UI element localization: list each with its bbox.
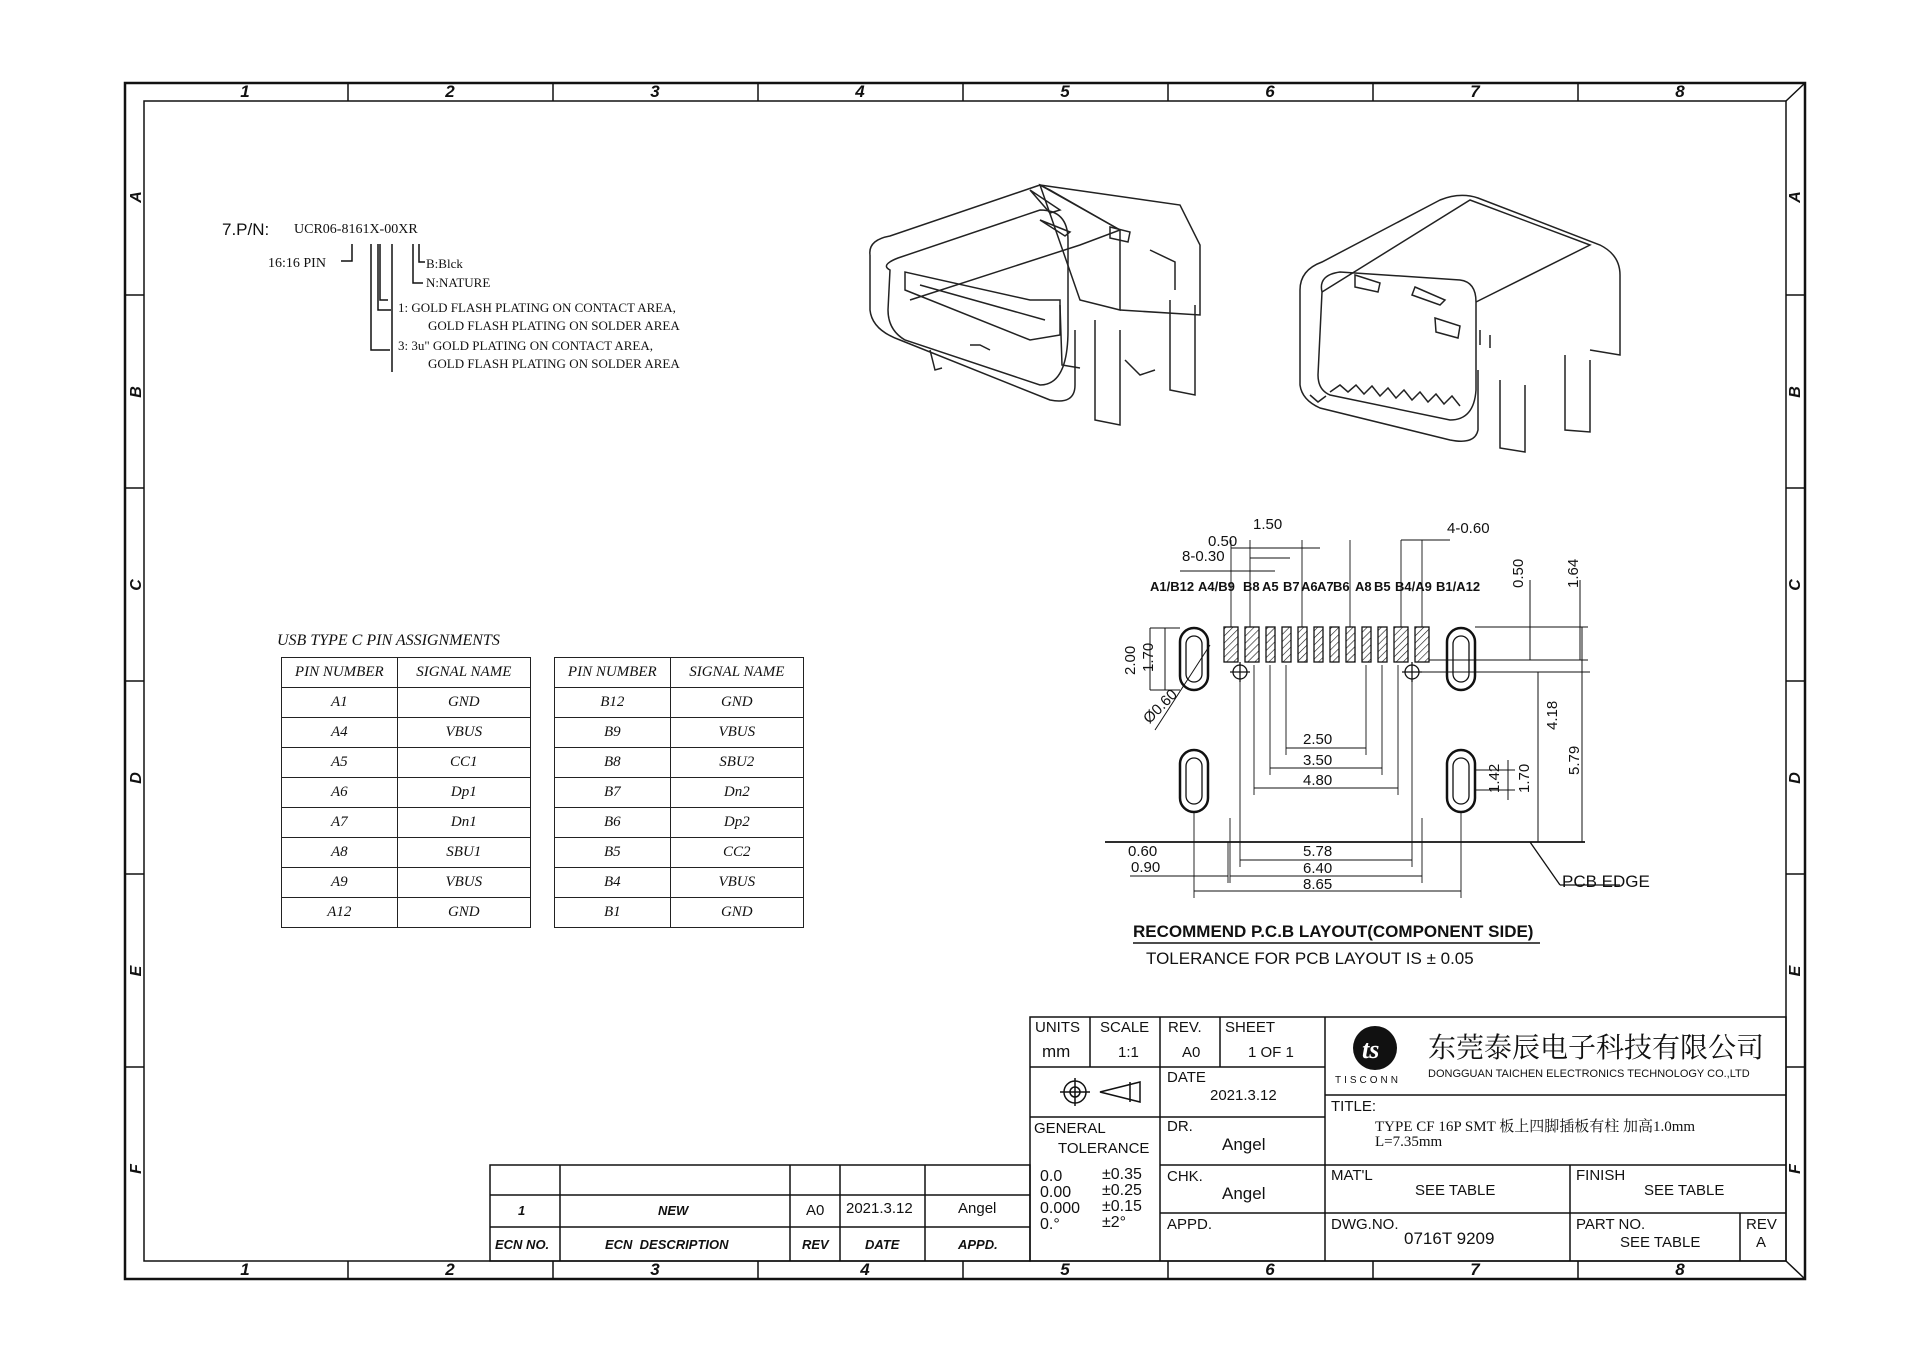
- rev-header-rev: REV: [802, 1237, 829, 1252]
- pin-table-header-row: [555, 658, 804, 688]
- tb-tol-row-4-key: 0.°: [1040, 1216, 1060, 1233]
- pcb-layout-title: RECOMMEND P.C.B LAYOUT(COMPONENT SIDE): [1133, 922, 1534, 941]
- rev-header-date: DATE: [865, 1237, 900, 1252]
- zone-col-4: 4: [855, 82, 865, 101]
- tb-general-label: GENERAL: [1034, 1120, 1106, 1137]
- tb-tolerance-label: TOLERANCE: [1058, 1140, 1150, 1157]
- signal-name-header: SIGNAL NAME: [397, 658, 530, 688]
- tb-partno-value: SEE TABLE: [1620, 1234, 1701, 1251]
- signal-name-cell: Dn2: [670, 778, 803, 808]
- zone-col-2-bottom: 2: [445, 1260, 455, 1279]
- pin-number-header: PIN NUMBER: [282, 658, 398, 688]
- pin-table-row: [555, 688, 804, 718]
- tb-tol-row-1-val: ±0.35: [1102, 1166, 1142, 1183]
- rev-row-ecn: 1: [518, 1203, 526, 1218]
- tb-rev-value: A0: [1182, 1044, 1201, 1061]
- signal-name-cell: CC1: [397, 748, 530, 778]
- pin-number-cell: B9: [555, 718, 671, 748]
- pn-color-b: B:Blck: [426, 256, 463, 271]
- pcb-pin-label-b4a9: B4/A9: [1395, 579, 1432, 594]
- tb-company-en: DONGGUAN TAICHEN ELECTRONICS TECHNOLOGY CO.,LTD: [1428, 1068, 1750, 1080]
- pin-number-cell: B4: [555, 868, 671, 898]
- zone-col-6-bottom: 6: [1265, 1260, 1275, 1279]
- rev-header-appd: APPD.: [958, 1237, 998, 1252]
- pcb-pin-label-a5: A5: [1262, 579, 1279, 594]
- rev-row-desc: NEW: [658, 1203, 689, 1218]
- dim-v418: 4.18: [1544, 700, 1561, 730]
- connector-3d-view-rear: [1300, 195, 1620, 452]
- pcb-pin-label-b5: B5: [1374, 579, 1391, 594]
- tb-matl-value: SEE TABLE: [1415, 1182, 1496, 1199]
- rev-row-rev: A0: [806, 1202, 825, 1219]
- pin-table-left: [281, 657, 531, 928]
- tb-date-value: 2021.3.12: [1210, 1087, 1277, 1104]
- pin-number-cell: A6: [282, 778, 398, 808]
- dim-830: 8-0.30: [1182, 548, 1225, 565]
- zone-row-b: B: [128, 386, 145, 398]
- pin-table-right: [554, 657, 804, 928]
- pin-number-cell: B8: [555, 748, 671, 778]
- pin-table-row: [282, 838, 531, 868]
- pin-number-cell: B1: [555, 898, 671, 928]
- dim-v579: 5.79: [1566, 745, 1583, 775]
- zone-row-a: A: [128, 191, 145, 203]
- rev-row-date: 2021.3.12: [846, 1200, 913, 1217]
- pcb-pin-label-a7: A7: [1317, 579, 1334, 594]
- dim-v170-left: 1.70: [1140, 642, 1157, 672]
- pn-color-n: N:NATURE: [426, 275, 491, 290]
- pn-label: 7.P/N:: [222, 220, 270, 239]
- pin-number-cell: A9: [282, 868, 398, 898]
- dim-150: 1.50: [1253, 516, 1283, 533]
- dim-050-top: 0.50: [1208, 533, 1238, 550]
- pin-table-row: [282, 718, 531, 748]
- tb-logo-text: TISCONN: [1335, 1075, 1401, 1086]
- tb-date-label: DATE: [1167, 1069, 1206, 1086]
- tb-rev2-label: REV: [1746, 1216, 1777, 1233]
- tb-company-cn: 东莞泰辰电子科技有限公司: [1428, 1031, 1765, 1064]
- tb-dwg-label: DWG.NO.: [1331, 1216, 1399, 1233]
- tb-tol-row-1-key: 0.0: [1040, 1168, 1063, 1185]
- dim-h350: 3.50: [1303, 752, 1333, 769]
- dim-460: 4-0.60: [1447, 520, 1490, 537]
- zone-row-d-right: D: [1787, 772, 1804, 784]
- zone-row-c: C: [128, 579, 145, 591]
- pin-table-row: [282, 778, 531, 808]
- zone-row-e: E: [128, 965, 145, 977]
- connector-3d-view-front: [870, 185, 1200, 425]
- pin-number-cell: B7: [555, 778, 671, 808]
- rev-header-ecn: ECN NO.: [495, 1237, 550, 1252]
- pin-table-row: [555, 808, 804, 838]
- pcb-pin-label-b6: B6: [1333, 579, 1350, 594]
- signal-name-cell: GND: [670, 688, 803, 718]
- tb-tol-row-3-val: ±0.15: [1102, 1198, 1142, 1215]
- pin-number-cell: A5: [282, 748, 398, 778]
- rev-row-appd: Angel: [958, 1200, 997, 1217]
- tb-units-label: UNITS: [1035, 1019, 1080, 1036]
- pcb-pin-label-a4b9: A4/B9: [1198, 579, 1235, 594]
- svg-text:ts: ts: [1362, 1035, 1380, 1064]
- tb-dr-value: Angel: [1222, 1135, 1266, 1154]
- tb-partno-label: PART NO.: [1576, 1216, 1646, 1233]
- pin-table-row: [555, 748, 804, 778]
- pcb-pin-label-b7: B7: [1283, 579, 1300, 594]
- pin-table-row: [282, 898, 531, 928]
- pin-number-cell: A8: [282, 838, 398, 868]
- pin-number-cell: B12: [555, 688, 671, 718]
- tb-title-line2: L=7.35mm: [1375, 1134, 1443, 1150]
- pcb-pads: [1224, 627, 1429, 662]
- pn-opt3-line2: GOLD FLASH PLATING ON SOLDER AREA: [428, 356, 680, 371]
- tb-finish-value: SEE TABLE: [1644, 1182, 1725, 1199]
- pn-opt1-line1: 1: GOLD FLASH PLATING ON CONTACT AREA,: [398, 300, 676, 315]
- dim-h480: 4.80: [1303, 772, 1333, 789]
- pcb-pin-label-b8: B8: [1243, 579, 1260, 594]
- zone-col-1: 1: [240, 82, 250, 101]
- zone-col-5: 5: [1060, 82, 1070, 101]
- signal-name-cell: SBU2: [670, 748, 803, 778]
- tb-rev-label: REV.: [1168, 1019, 1202, 1036]
- tb-title-label: TITLE:: [1331, 1098, 1377, 1115]
- dim-h865: 8.65: [1303, 876, 1333, 893]
- zone-row-d: D: [128, 772, 145, 784]
- pcb-pin-label-b1a12: B1/A12: [1436, 579, 1481, 594]
- pin-table-row: [282, 808, 531, 838]
- zone-col-7-bottom: 7: [1470, 1260, 1480, 1279]
- tb-tol-row-2-val: ±0.25: [1102, 1182, 1142, 1199]
- dim-h250: 2.50: [1303, 731, 1333, 748]
- pin-number-cell: A12: [282, 898, 398, 928]
- pin-number-cell: B6: [555, 808, 671, 838]
- signal-name-cell: VBUS: [397, 718, 530, 748]
- signal-name-header: SIGNAL NAME: [670, 658, 803, 688]
- pin-table-row: [282, 688, 531, 718]
- zone-col-1-bottom: 1: [240, 1260, 250, 1279]
- zone-col-3-bottom: 3: [650, 1260, 660, 1279]
- zone-row-e-right: E: [1787, 965, 1804, 977]
- signal-name-cell: VBUS: [670, 718, 803, 748]
- zone-col-8: 8: [1675, 82, 1685, 101]
- pin-number-cell: A1: [282, 688, 398, 718]
- tb-finish-label: FINISH: [1576, 1167, 1626, 1184]
- pin-table-row: [282, 868, 531, 898]
- tb-dr-label: DR.: [1167, 1118, 1193, 1135]
- dim-h578: 5.78: [1303, 843, 1333, 860]
- signal-name-cell: CC2: [670, 838, 803, 868]
- tb-chk-value: Angel: [1222, 1184, 1266, 1203]
- pin-number-cell: B5: [555, 838, 671, 868]
- pin-number-cell: A7: [282, 808, 398, 838]
- zone-col-8-bottom: 8: [1675, 1260, 1685, 1279]
- signal-name-cell: Dp2: [670, 808, 803, 838]
- pin-table-title: USB TYPE C PIN ASSIGNMENTS: [277, 632, 500, 649]
- dim-h060: 0.60: [1128, 843, 1158, 860]
- tb-dwg-value: 0716T 9209: [1404, 1229, 1495, 1248]
- signal-name-cell: GND: [397, 688, 530, 718]
- zone-col-7: 7: [1470, 82, 1480, 101]
- tb-units-value: mm: [1042, 1042, 1071, 1061]
- tb-tol-row-2-key: 0.00: [1040, 1184, 1072, 1201]
- pcb-pin-label-a8: A8: [1355, 579, 1372, 594]
- pcb-pin-label-a6: A6: [1301, 579, 1318, 594]
- signal-name-cell: VBUS: [397, 868, 530, 898]
- zone-row-c-right: C: [1787, 579, 1804, 591]
- pn-opt1-line2: GOLD FLASH PLATING ON SOLDER AREA: [428, 318, 680, 333]
- tb-scale-label: SCALE: [1100, 1019, 1150, 1036]
- dim-phi060: Ø0.60: [1140, 686, 1181, 728]
- pcb-pin-label-a1b12: A1/B12: [1150, 579, 1195, 594]
- company-logo: [1353, 1026, 1397, 1070]
- pin-table-header-row: [282, 658, 531, 688]
- pn-opt3-line1: 3: 3u" GOLD PLATING ON CONTACT AREA,: [398, 338, 653, 353]
- tb-tol-row-4-val: ±2°: [1102, 1214, 1127, 1231]
- dim-v200: 2.00: [1122, 645, 1139, 675]
- zone-col-2: 2: [445, 82, 455, 101]
- tb-title-line1: TYPE CF 16P SMT 板上四脚插板有柱 加高1.0mm: [1375, 1119, 1696, 1135]
- pin-table-row: [555, 838, 804, 868]
- pin-table-row: [282, 748, 531, 778]
- pin-table-row: [555, 778, 804, 808]
- zone-row-b-right: B: [1787, 386, 1804, 398]
- signal-name-cell: VBUS: [670, 868, 803, 898]
- signal-name-cell: SBU1: [397, 838, 530, 868]
- pin-table-row: [555, 898, 804, 928]
- pcb-tolerance-note: TOLERANCE FOR PCB LAYOUT IS ± 0.05: [1146, 949, 1474, 968]
- dim-v142: 1.42: [1486, 763, 1503, 793]
- dim-v164: 1.64: [1565, 558, 1582, 588]
- zone-col-4-bottom: 4: [860, 1260, 870, 1279]
- tb-scale-value: 1:1: [1118, 1044, 1139, 1061]
- zone-row-f-right: F: [1787, 1164, 1804, 1174]
- rev-header-desc: ECN DESCRIPTION: [605, 1237, 729, 1252]
- zone-col-6: 6: [1265, 82, 1275, 101]
- pin-table-row: [555, 718, 804, 748]
- signal-name-cell: Dn1: [397, 808, 530, 838]
- signal-name-cell: Dp1: [397, 778, 530, 808]
- tb-appd-label: APPD.: [1167, 1216, 1213, 1233]
- dim-h090: 0.90: [1131, 859, 1161, 876]
- tb-sheet-value: 1 OF 1: [1248, 1044, 1294, 1061]
- tb-chk-label: CHK.: [1167, 1168, 1203, 1185]
- signal-name-cell: GND: [670, 898, 803, 928]
- dim-v172-right: 1.70: [1516, 763, 1533, 793]
- pin-table-row: [555, 868, 804, 898]
- tb-rev2-value: A: [1756, 1234, 1767, 1251]
- pin-number-header: PIN NUMBER: [555, 658, 671, 688]
- tb-sheet-label: SHEET: [1225, 1019, 1276, 1036]
- tb-matl-label: MAT'L: [1331, 1167, 1373, 1184]
- dim-v050: 0.50: [1510, 558, 1527, 588]
- pcb-edge-label: PCB EDGE: [1562, 872, 1650, 891]
- pn-code: UCR06-8161X-00XR: [294, 222, 418, 237]
- zone-col-3: 3: [650, 82, 660, 101]
- dim-h640: 6.40: [1303, 860, 1333, 877]
- tb-tol-row-3-key: 0.000: [1040, 1200, 1081, 1217]
- zone-row-f: F: [128, 1164, 145, 1174]
- pin-number-cell: A4: [282, 718, 398, 748]
- signal-name-cell: GND: [397, 898, 530, 928]
- zone-row-a-right: A: [1787, 191, 1804, 203]
- zone-col-5-bottom: 5: [1060, 1260, 1070, 1279]
- pn-pin-note: 16:16 PIN: [268, 256, 326, 271]
